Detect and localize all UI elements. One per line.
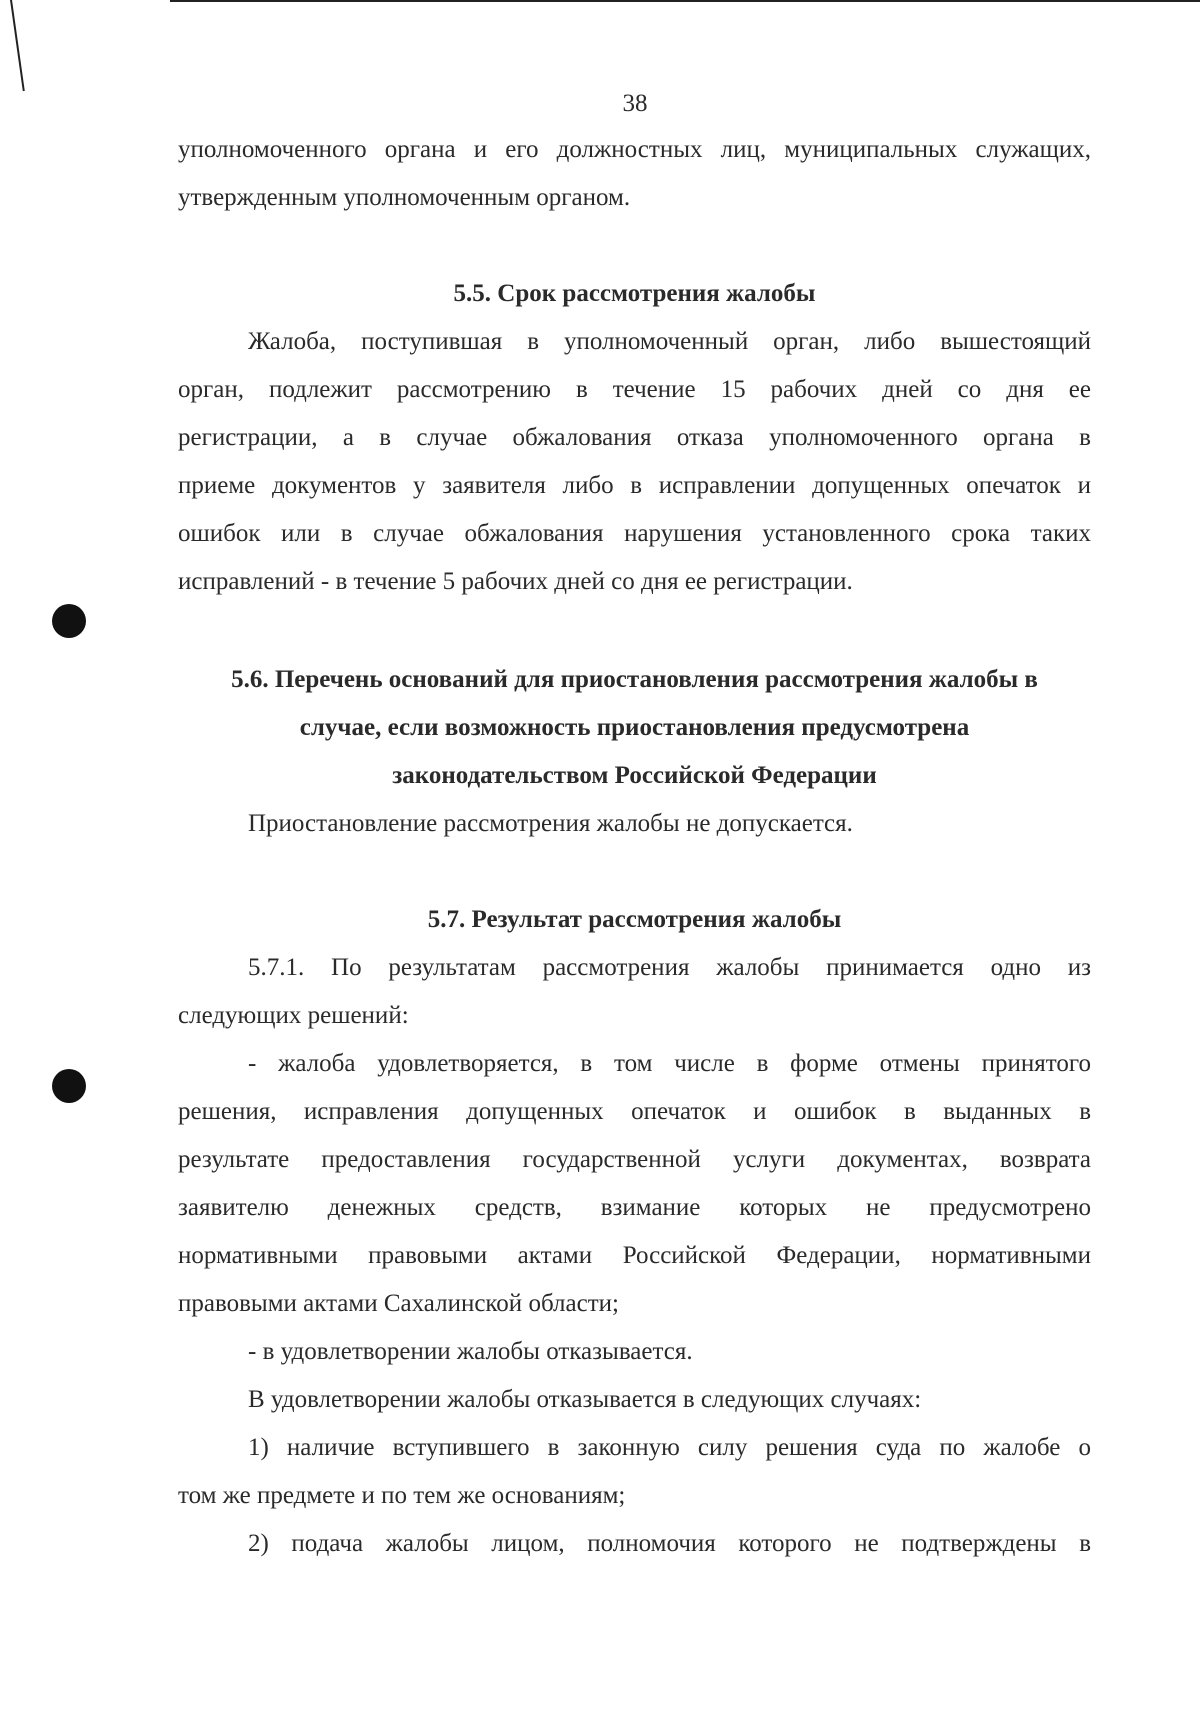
section-heading-5-7: 5.7. Результат рассмотрения жалобы — [427, 906, 842, 933]
paragraph-line: приеме документов у заявителя либо в исправлении допущенных опечаток и — [178, 472, 1091, 499]
paragraph-line: - в удовлетворении жалобы отказывается. — [248, 1338, 693, 1365]
paragraph-line: - жалоба удовлетворяется, в том числе в форме отмены принятого — [248, 1050, 1091, 1077]
paragraph-line: результате предоставления государственной услуги документах, возврата — [178, 1146, 1091, 1173]
paragraph-line: следующих решений: — [178, 1002, 409, 1029]
punch-hole — [52, 604, 86, 638]
paragraph-line: правовыми актами Сахалинской области; — [178, 1290, 619, 1317]
paragraph-line: уполномоченного органа и его должностных лиц, муниципальных служащих, — [178, 136, 1091, 163]
paragraph-line: заявителю денежных средств, взимание которых не предусмотрено — [178, 1194, 1091, 1221]
paragraph-line: регистрации, а в случае обжалования отказа уполномоченного органа в — [178, 424, 1091, 451]
paragraph-line: том же предмете и по тем же основаниям; — [178, 1482, 626, 1509]
section-heading-5-6: законодательством Российской Федерации — [392, 762, 877, 789]
paragraph-line: 5.7.1. По результатам рассмотрения жалобы принимается одно из — [248, 954, 1091, 981]
section-heading-5-6: случае, если возможность приостановления предусмотрена — [299, 714, 970, 741]
paragraph-line: решения, исправления допущенных опечаток и ошибок в выданных в — [178, 1098, 1091, 1125]
paragraph-line: Жалоба, поступившая в уполномоченный орган, либо вышестоящий — [248, 328, 1091, 355]
scan-left-edge — [10, 0, 25, 91]
punch-hole — [52, 1069, 86, 1103]
section-heading-5-5: 5.5. Срок рассмотрения жалобы — [453, 280, 816, 307]
scan-top-border — [170, 0, 1200, 2]
section-heading-5-6: 5.6. Перечень оснований для приостановления рассмотрения жалобы в — [231, 666, 1038, 693]
page-number: 38 — [622, 90, 648, 117]
paragraph-line: исправлений - в течение 5 рабочих дней со дня ее регистрации. — [178, 568, 853, 595]
paragraph-line: нормативными правовыми актами Российской Федерации, нормативными — [178, 1242, 1091, 1269]
paragraph-line: 2) подача жалобы лицом, полномочия которого не подтверждены в — [248, 1530, 1091, 1557]
paragraph-line: ошибок или в случае обжалования нарушения установленного срока таких — [178, 520, 1091, 547]
paragraph-line: утвержденным уполномоченным органом. — [178, 184, 631, 211]
paragraph-line: орган, подлежит рассмотрению в течение 15 рабочих дней со дня ее — [178, 376, 1091, 403]
paragraph-line: 1) наличие вступившего в законную силу решения суда по жалобе о — [248, 1434, 1091, 1461]
paragraph-line: Приостановление рассмотрения жалобы не допускается. — [248, 810, 853, 837]
paragraph-line: В удовлетворении жалобы отказывается в следующих случаях: — [248, 1386, 922, 1413]
